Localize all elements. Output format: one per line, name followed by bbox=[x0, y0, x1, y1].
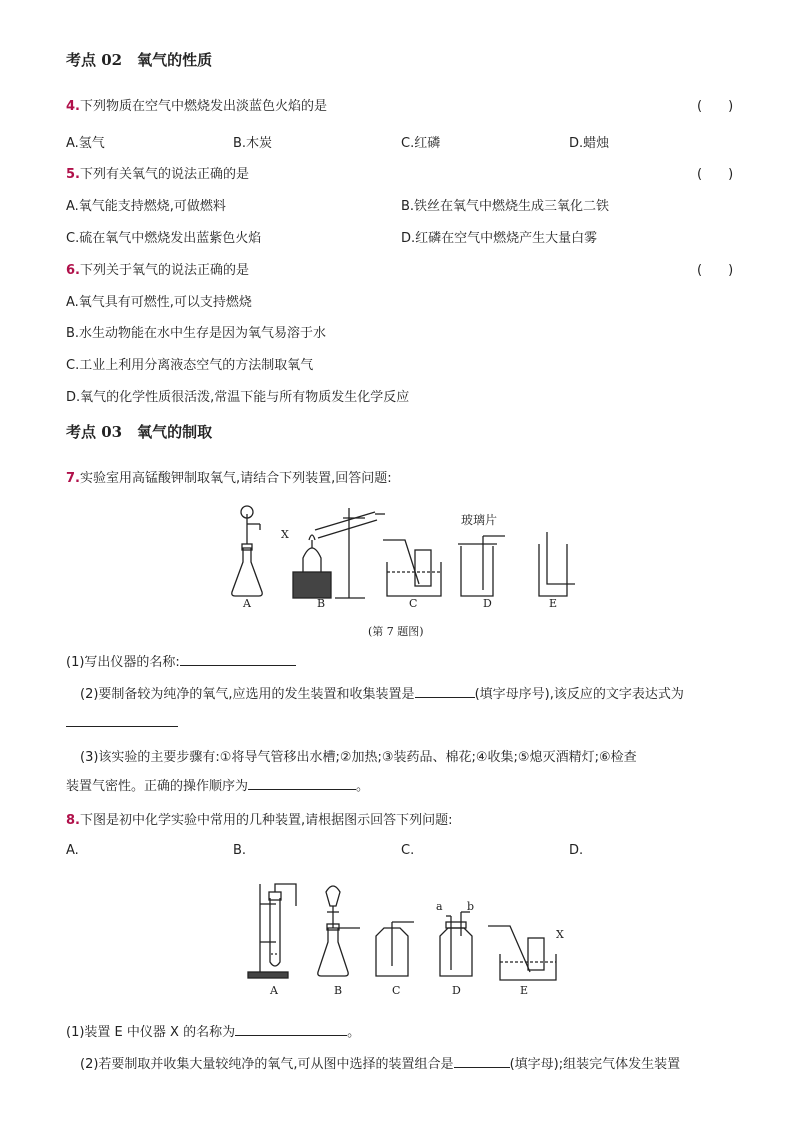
question-number: 7. bbox=[66, 471, 80, 486]
apparatus-c-trough bbox=[383, 540, 441, 596]
figure-7-caption: (第 7 题图) bbox=[368, 625, 424, 638]
answer-blank[interactable] bbox=[235, 1023, 347, 1036]
figure-label-e: E bbox=[549, 597, 558, 610]
apparatus-d-bottle bbox=[458, 536, 505, 596]
part-text: (3)该实验的主要步骤有:①将导气管移出水槽;②加热;③装药品、棉花;④收集;⑤熄灭酒精灯;⑥检查 bbox=[80, 750, 637, 765]
question-6-stem bbox=[66, 259, 249, 278]
question-7-part-3 bbox=[80, 746, 637, 765]
part-text: (2)若要制取并收集大量较纯净的氧气,可从图中选择的装置组合是 bbox=[80, 1057, 454, 1072]
figure-label-glass: 玻璃片 bbox=[461, 513, 498, 527]
part-text: 。 bbox=[356, 779, 370, 794]
apparatus-c-bottle bbox=[376, 922, 414, 976]
part-text: (2)要制备较为纯净的氧气,应选用的发生装置和收集装置是 bbox=[80, 687, 415, 702]
apparatus-a-flask bbox=[232, 506, 262, 596]
figure-label-x: X bbox=[556, 928, 564, 941]
question-text: 实验室用高锰酸钾制取氧气,请结合下列装置,回答问题: bbox=[79, 471, 392, 486]
figure-label-e: E bbox=[520, 984, 529, 997]
question-8-part-1 bbox=[66, 1021, 360, 1040]
option-b: B.水生动物能在水中生存是因为氧气易溶于水 bbox=[66, 326, 327, 341]
figure-8-apparatus bbox=[238, 876, 578, 1004]
section-title-03: 考点 03 氧气的制取 bbox=[66, 423, 213, 441]
option-c: C.硫在氧气中燃烧发出蓝紫色火焰 bbox=[66, 231, 262, 246]
part-text: 装置气密性。正确的操作顺序为 bbox=[66, 779, 249, 794]
part-text: (1)写出仪器的名称: bbox=[66, 655, 180, 670]
answer-parentheses: ( ) bbox=[697, 263, 734, 278]
question-4-stem bbox=[66, 95, 327, 114]
option-d: D.红磷在空气中燃烧产生大量白雾 bbox=[401, 231, 598, 246]
option-b: B. bbox=[233, 843, 247, 858]
option-a: A.氧气具有可燃性,可以支持燃烧 bbox=[66, 295, 252, 310]
answer-blank[interactable] bbox=[66, 714, 178, 727]
option-a: A.氢气 bbox=[66, 136, 105, 151]
figure-label-b: B bbox=[317, 597, 326, 610]
question-7-part-3-cont bbox=[66, 775, 369, 794]
answer-blank[interactable] bbox=[415, 685, 475, 698]
figure-label-b-tube: b bbox=[467, 900, 475, 913]
section-title-02: 考点 02 氧气的性质 bbox=[66, 51, 213, 69]
option-a: A.氧气能支持燃烧,可做燃料 bbox=[66, 199, 226, 214]
figure-label-a: A bbox=[270, 984, 278, 997]
figure-label-d: D bbox=[452, 984, 461, 997]
option-c: C.红磷 bbox=[401, 136, 441, 151]
figure-label-c: C bbox=[392, 984, 401, 997]
question-number: 6. bbox=[66, 263, 80, 278]
question-7-part-2 bbox=[80, 683, 684, 702]
option-d: D. bbox=[569, 843, 584, 858]
question-7-part-1 bbox=[66, 651, 296, 670]
answer-parentheses: ( ) bbox=[697, 167, 734, 182]
question-7-part-2-line bbox=[66, 714, 178, 731]
answer-blank[interactable] bbox=[248, 777, 356, 790]
question-number: 4. bbox=[66, 99, 80, 114]
option-c: C. bbox=[401, 843, 415, 858]
question-text: 下列有关氧气的说法正确的是 bbox=[79, 167, 249, 182]
question-8-stem bbox=[66, 809, 453, 828]
apparatus-e-trough bbox=[488, 926, 556, 980]
apparatus-e-bottle bbox=[539, 532, 575, 596]
figure-7-apparatus bbox=[215, 500, 585, 615]
apparatus-b-heating bbox=[293, 508, 385, 598]
question-number: 8. bbox=[66, 813, 80, 828]
option-a: A. bbox=[66, 843, 79, 858]
part-text: (填字母序号),该反应的文字表达式为 bbox=[474, 687, 684, 702]
question-5-stem bbox=[66, 163, 249, 182]
question-8-part-2 bbox=[80, 1053, 680, 1072]
figure-label-x: X bbox=[281, 528, 289, 541]
part-text: 。 bbox=[347, 1025, 361, 1040]
answer-blank[interactable] bbox=[180, 653, 296, 666]
apparatus-a-stand bbox=[248, 884, 296, 978]
figure-label-a-tube: a bbox=[436, 900, 443, 913]
option-b: B.木炭 bbox=[233, 136, 273, 151]
apparatus-d-bottle bbox=[440, 912, 472, 976]
figure-label-d: D bbox=[483, 597, 492, 610]
question-7-stem bbox=[66, 467, 392, 486]
option-b: B.铁丝在氧气中燃烧生成三氧化二铁 bbox=[401, 199, 610, 214]
figure-label-c: C bbox=[409, 597, 418, 610]
figure-label-b: B bbox=[334, 984, 343, 997]
figure-label-a: A bbox=[243, 597, 251, 610]
option-d: D.蜡烛 bbox=[569, 136, 610, 151]
question-text: 下列物质在空气中燃烧发出淡蓝色火焰的是 bbox=[79, 99, 327, 114]
question-text: 下图是初中化学实验中常用的几种装置,请根据图示回答下列问题: bbox=[79, 813, 453, 828]
option-d: D.氧气的化学性质很活泼,常温下能与所有物质发生化学反应 bbox=[66, 390, 410, 405]
question-text: 下列关于氧气的说法正确的是 bbox=[79, 263, 249, 278]
part-text: (填字母);组装完气体发生装置 bbox=[509, 1057, 681, 1072]
part-text: (1)装置 E 中仪器 X 的名称为 bbox=[66, 1025, 236, 1040]
option-c: C.工业上利用分离液态空气的方法制取氧气 bbox=[66, 358, 314, 373]
answer-parentheses: ( ) bbox=[697, 99, 734, 114]
question-number: 5. bbox=[66, 167, 80, 182]
answer-blank[interactable] bbox=[454, 1055, 510, 1068]
apparatus-b-flask bbox=[318, 886, 360, 976]
